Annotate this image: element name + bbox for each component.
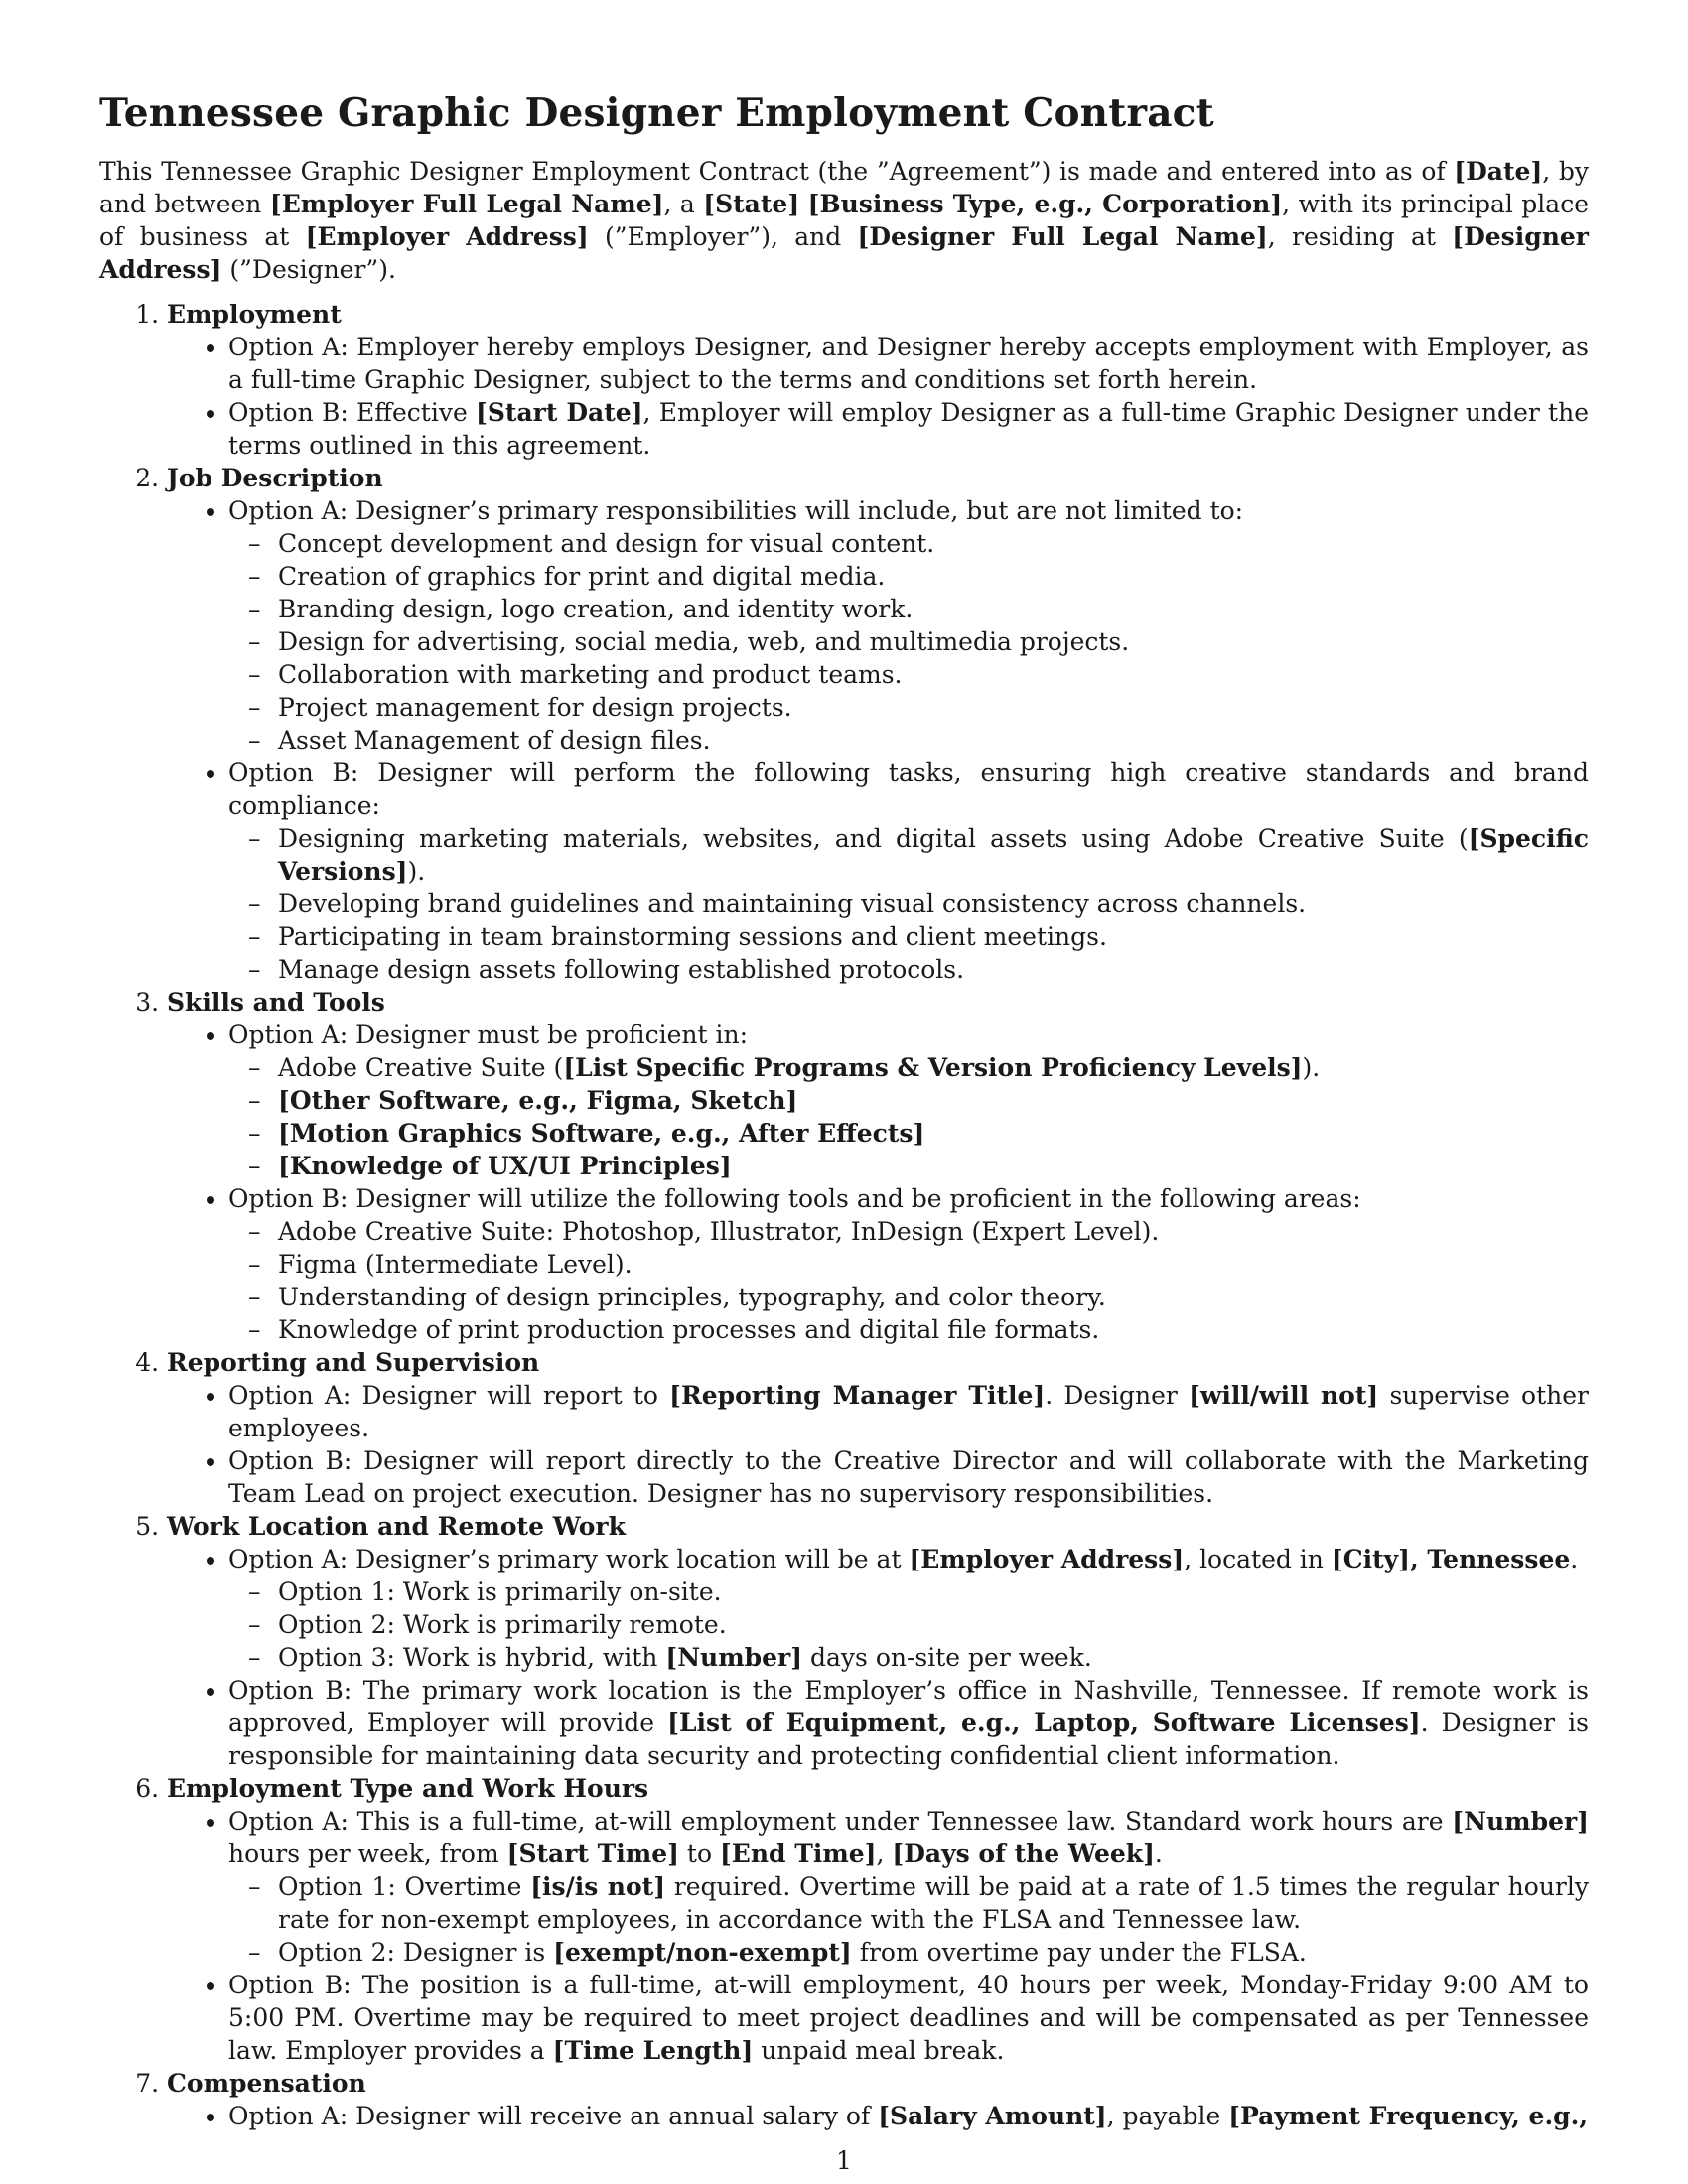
page-number: 1: [836, 2146, 852, 2175]
section-title: Reporting and Supervision: [167, 1348, 540, 1377]
text-run: Asset Management of design files.: [278, 726, 711, 754]
placeholder-field: [Days of the Week]: [892, 1840, 1155, 1868]
sub-item: [278, 1117, 1589, 1150]
text-run: , residing at: [1267, 222, 1453, 251]
section-item: [167, 2067, 1589, 2132]
text-run: , located in: [1184, 1545, 1332, 1573]
text-run: Option 2: Work is primarily remote.: [278, 1610, 727, 1639]
sub-item: [278, 1575, 1589, 1608]
text-run: Option B: The position is a full-time, at-will employment, 40 hours per week, Monday-Friday 9:00 AM to 5:00 PM. Overtime may be required to meet project deadlines and will be compensated as per Tennessee law. Employer provides a: [228, 1971, 1589, 2065]
placeholder-field: [Start Date]: [476, 398, 643, 427]
text-run: , a: [663, 190, 704, 218]
section-item: [167, 1346, 1589, 1510]
text-run: Option 1: Overtime: [278, 1872, 531, 1901]
sub-item: [278, 658, 1589, 691]
section-title: Work Location and Remote Work: [167, 1512, 626, 1541]
option-item: [228, 2100, 1589, 2132]
placeholder-field: , Tennessee: [1410, 1545, 1571, 1573]
text-run: Branding design, logo creation, and identity work.: [278, 595, 914, 623]
text-run: This Tennessee Graphic Designer Employment Contract (the ”Agreement”) is made and entered into as of: [99, 157, 1455, 186]
placeholder-field: [List of Equipment, e.g., Laptop, Software Licenses]: [667, 1708, 1421, 1737]
text-run: , payable: [1106, 2102, 1229, 2130]
sub-item: [278, 724, 1589, 756]
document-title: Tennessee Graphic Designer Employment Contract: [99, 90, 1214, 136]
sub-item: [278, 1150, 1589, 1182]
option-item: [228, 494, 1589, 756]
text-run: . Designer is responsible for maintaining data security and protecting confidential client information.: [228, 1708, 1589, 1770]
placeholder-field: [Payment Frequency, e.g.,: [1228, 2102, 1589, 2130]
sub-item: [278, 1248, 1589, 1281]
sub-item: [278, 1608, 1589, 1641]
placeholder-field: [is/is not]: [530, 1872, 666, 1901]
option-item: [228, 1182, 1589, 1346]
text-run: Creation of graphics for print and digital media.: [278, 562, 886, 591]
text-run: Option A: Designer will receive an annual salary of: [228, 2102, 879, 2130]
placeholder-field: [Reporting Manager Title]: [669, 1381, 1046, 1410]
sub-item-list: [228, 1215, 1589, 1346]
text-run: required. Overtime will be paid at a rate of 1.5 times the regular hourly rate for non-exempt employees, in accordance with the FLSA and Tennessee law.: [278, 1872, 1589, 1934]
sub-item: [278, 920, 1589, 953]
section-item: [167, 1772, 1589, 2067]
option-item: [228, 1379, 1589, 1444]
text-run: days on-site per week.: [802, 1643, 1092, 1672]
text-run: Option 3: Work is hybrid, with: [278, 1643, 666, 1672]
sub-item: [278, 1641, 1589, 1674]
placeholder-field: [Number]: [665, 1643, 803, 1672]
text-run: Option 2: Designer is: [278, 1938, 554, 1967]
text-run: , with its principal place of business at: [99, 190, 1590, 251]
option-item: [228, 1805, 1589, 1969]
sub-item: [278, 1870, 1589, 1936]
option-list: [167, 2100, 1589, 2132]
text-run: Option 1: Work is primarily on-site.: [278, 1577, 722, 1606]
text-run: Manage design assets following established protocols.: [278, 955, 965, 984]
text-run: Option A: Designer must be proficient in:: [228, 1021, 748, 1049]
placeholder-field: [Employer Address]: [305, 222, 589, 251]
sub-item: [278, 691, 1589, 724]
placeholder-field: [City]: [1331, 1545, 1410, 1573]
text-run: Option B: Designer will report directly to the Creative Director and will collaborate with the Marketing Team Lead on project execution. Designer has no supervisory responsibilities.: [228, 1446, 1589, 1508]
text-run: [799, 190, 807, 218]
text-run: ).: [1302, 1053, 1321, 1082]
option-list: [167, 494, 1589, 986]
text-run: Option A: Designer will report to: [228, 1381, 670, 1410]
text-run: Understanding of design principles, typography, and color theory.: [278, 1283, 1106, 1311]
text-run: to: [678, 1840, 720, 1868]
option-item: [228, 1969, 1589, 2067]
option-item: [228, 396, 1589, 462]
option-item: [228, 1444, 1589, 1510]
option-list: [167, 1543, 1589, 1772]
text-run: (”Employer”), and: [588, 222, 858, 251]
text-run: Knowledge of print production processes and digital file formats.: [278, 1315, 1100, 1344]
sub-item: [278, 1051, 1589, 1084]
text-run: hours per week, from: [228, 1840, 507, 1868]
section-title: Employment Type and Work Hours: [167, 1774, 649, 1803]
placeholder-field: [Employer Full Legal Name]: [269, 190, 664, 218]
placeholder-field: [exempt/non-exempt]: [553, 1938, 852, 1967]
placeholder-field: [Salary Amount]: [878, 2102, 1107, 2130]
sub-item: [278, 1936, 1589, 1969]
section-item: [167, 462, 1589, 986]
sub-item: [278, 1281, 1589, 1313]
intro-paragraph: [99, 155, 1589, 286]
text-run: Option B: Designer will utilize the following tools and be proficient in the following areas:: [228, 1184, 1361, 1213]
sub-item: [278, 1215, 1589, 1248]
placeholder-field: [Other Software, e.g., Figma, Sketch]: [278, 1086, 798, 1115]
option-item: [228, 1543, 1589, 1674]
option-item: [228, 756, 1589, 986]
text-run: Option A: Employer hereby employs Designer, and Designer hereby accepts employment with Employer, as a full-time Graphic Designer, subject to the terms and conditions set forth herein.: [228, 333, 1589, 394]
text-run: from overtime pay under the FLSA.: [851, 1938, 1307, 1967]
placeholder-field: [Business Type, e.g., Corporation]: [807, 190, 1283, 218]
sub-item: [278, 1313, 1589, 1346]
sub-item: [278, 625, 1589, 658]
sub-item: [278, 527, 1589, 560]
placeholder-field: [will/will not]: [1189, 1381, 1379, 1410]
text-run: supervise other employees.: [228, 1381, 1589, 1442]
text-run: Collaboration with marketing and product teams.: [278, 660, 903, 689]
text-run: Developing brand guidelines and maintaining visual consistency across channels.: [278, 889, 1307, 918]
section-title: Skills and Tools: [167, 988, 385, 1017]
text-run: Figma (Intermediate Level).: [278, 1250, 633, 1279]
text-run: ,: [876, 1840, 893, 1868]
text-run: Participating in team brainstorming sessions and client meetings.: [278, 922, 1107, 951]
section-title: Employment: [167, 300, 342, 329]
text-run: unpaid meal break.: [753, 2036, 1005, 2065]
sub-item-list: [228, 822, 1589, 986]
text-run: Option B: Designer will perform the following tasks, ensuring high creative standards and brand compliance:: [228, 758, 1589, 820]
text-run: Designing marketing materials, websites, and digital assets using Adobe Creative Suite (: [278, 824, 1469, 853]
text-run: Concept development and design for visual content.: [278, 529, 935, 558]
section-title: Job Description: [167, 464, 383, 492]
placeholder-field: [List Specific Programs & Version Proficiency Levels]: [563, 1053, 1303, 1082]
text-run: .: [1570, 1545, 1579, 1573]
placeholder-field: [Specific Versions]: [278, 824, 1589, 886]
option-list: [167, 1805, 1589, 2067]
placeholder-field: [End Time]: [719, 1840, 877, 1868]
placeholder-field: [Knowledge of UX/UI Principles]: [278, 1152, 732, 1180]
placeholder-field: [Time Length]: [552, 2036, 754, 2065]
section-item: [167, 1510, 1589, 1772]
text-run: (”Designer”).: [221, 255, 396, 284]
section-list: [99, 298, 1589, 2132]
placeholder-field: [Motion Graphics Software, e.g., After Effects]: [278, 1119, 925, 1148]
sub-item: [278, 593, 1589, 625]
sub-item: [278, 822, 1589, 887]
text-run: ).: [407, 857, 426, 886]
sub-item-list: [228, 1870, 1589, 1969]
placeholder-field: [Start Time]: [506, 1840, 679, 1868]
text-run: Design for advertising, social media, web, and multimedia projects.: [278, 627, 1130, 656]
placeholder-field: [Employer Address]: [909, 1545, 1185, 1573]
option-list: [167, 1379, 1589, 1510]
text-run: Adobe Creative Suite: Photoshop, Illustrator, InDesign (Expert Level).: [278, 1217, 1160, 1246]
sub-item-list: [228, 527, 1589, 756]
section-title: Compensation: [167, 2069, 366, 2098]
sub-item-list: [228, 1051, 1589, 1182]
text-run: . Designer: [1045, 1381, 1190, 1410]
text-run: Option A: Designer’s primary work location will be at: [228, 1545, 910, 1573]
sub-item: [278, 560, 1589, 593]
option-list: [167, 1019, 1589, 1346]
text-run: Adobe Creative Suite (: [278, 1053, 564, 1082]
section-item: [167, 986, 1589, 1346]
text-run: Option B: Effective: [228, 398, 477, 427]
text-run: , by and between: [99, 157, 1589, 218]
contract-page: [99, 83, 1589, 2132]
option-item: [228, 1019, 1589, 1182]
placeholder-field: [State]: [703, 190, 800, 218]
text-run: , Employer will employ Designer as a full-time Graphic Designer under the terms outlined in this agreement.: [228, 398, 1590, 460]
placeholder-field: [Number]: [1452, 1807, 1589, 1836]
sub-item: [278, 1084, 1589, 1117]
sub-item: [278, 887, 1589, 920]
placeholder-field: [Date]: [1454, 157, 1543, 186]
text-run: .: [1154, 1840, 1163, 1868]
text-run: Option A: This is a full-time, at-will employment under Tennessee law. Standard work hours are: [228, 1807, 1453, 1836]
section-item: [167, 298, 1589, 462]
option-item: [228, 1674, 1589, 1772]
text-run: Project management for design projects.: [278, 693, 792, 722]
text-run: Option A: Designer’s primary responsibilities will include, but are not limited to:: [228, 496, 1244, 525]
placeholder-field: [Designer Full Legal Name]: [857, 222, 1268, 251]
sub-item: [278, 953, 1589, 986]
sub-item-list: [228, 1575, 1589, 1674]
option-item: [228, 331, 1589, 396]
option-list: [167, 331, 1589, 462]
placeholder-field: [Designer Address]: [99, 222, 1589, 284]
text-run: Option B: The primary work location is the Employer’s office in Nashville, Tennessee. If remote work is approved, Employer will provide: [228, 1676, 1589, 1737]
